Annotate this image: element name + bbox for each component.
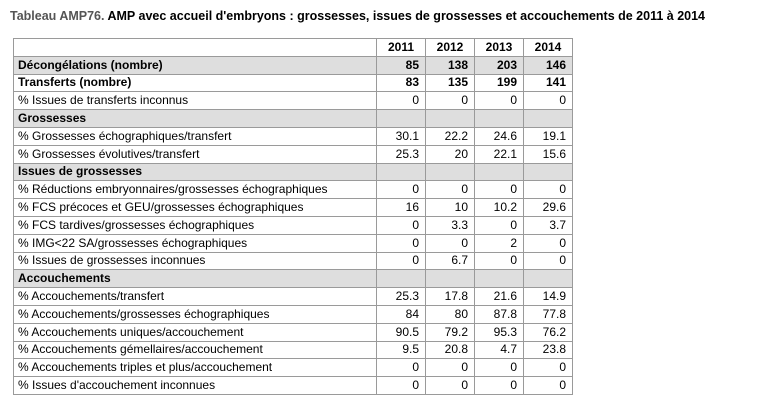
value-cell-2013: 199 xyxy=(475,74,524,92)
value-cell-2013: 0 xyxy=(475,377,524,395)
value-cell-2011: 83 xyxy=(377,74,426,92)
value-cell-2014: 76.2 xyxy=(524,323,573,341)
value-cell-2013: 95.3 xyxy=(475,323,524,341)
value-cell-2014: 23.8 xyxy=(524,341,573,359)
value-cell-2013: 2 xyxy=(475,234,524,252)
value-cell-2012: 0 xyxy=(426,234,475,252)
table-row xyxy=(14,74,573,92)
table-row xyxy=(14,323,573,341)
row-label: % Issues d'accouchement inconnues xyxy=(14,377,377,395)
value-cell-2014: 77.8 xyxy=(524,305,573,323)
value-cell-2011: 9.5 xyxy=(377,341,426,359)
row-label: % Accouchements gémellaires/accouchement xyxy=(14,341,377,359)
value-cell-2014: 19.1 xyxy=(524,127,573,145)
value-cell-2014: 0 xyxy=(524,234,573,252)
section-empty-cell xyxy=(426,163,475,181)
value-cell-2014: 141 xyxy=(524,74,573,92)
table-row xyxy=(14,181,573,199)
row-label: Transferts (nombre) xyxy=(14,74,377,92)
value-cell-2011: 85 xyxy=(377,56,426,74)
value-cell-2012: 17.8 xyxy=(426,288,475,306)
value-cell-2013: 0 xyxy=(475,216,524,234)
value-cell-2014: 15.6 xyxy=(524,145,573,163)
value-cell-2011: 90.5 xyxy=(377,323,426,341)
section-empty-cell xyxy=(475,163,524,181)
value-cell-2013: 203 xyxy=(475,56,524,74)
table-row xyxy=(14,288,573,306)
table-row xyxy=(14,234,573,252)
section-row xyxy=(14,163,573,181)
row-label: % FCS précoces et GEU/grossesses échographiques xyxy=(14,199,377,217)
value-cell-2014: 14.9 xyxy=(524,288,573,306)
header-year-2014: 2014 xyxy=(524,39,573,57)
value-cell-2012: 10 xyxy=(426,199,475,217)
section-label: Grossesses xyxy=(14,110,377,128)
section-empty-cell xyxy=(377,270,426,288)
value-cell-2013: 22.1 xyxy=(475,145,524,163)
table-title xyxy=(10,9,705,23)
value-cell-2011: 16 xyxy=(377,199,426,217)
row-label: % Issues de transferts inconnus xyxy=(14,92,377,110)
row-label: % Accouchements uniques/accouchement xyxy=(14,323,377,341)
row-label: % FCS tardives/grossesses échographiques xyxy=(14,216,377,234)
section-row xyxy=(14,110,573,128)
data-table xyxy=(13,38,573,395)
section-empty-cell xyxy=(524,270,573,288)
table-row xyxy=(14,127,573,145)
value-cell-2013: 24.6 xyxy=(475,127,524,145)
row-label: % Accouchements triples et plus/accouchement xyxy=(14,359,377,377)
row-label: % Réductions embryonnaires/grossesses échographiques xyxy=(14,181,377,199)
value-cell-2012: 79.2 xyxy=(426,323,475,341)
section-empty-cell xyxy=(426,110,475,128)
table-number: Tableau AMP76. xyxy=(10,9,105,23)
value-cell-2011: 25.3 xyxy=(377,288,426,306)
header-year-2013: 2013 xyxy=(475,39,524,57)
value-cell-2013: 21.6 xyxy=(475,288,524,306)
value-cell-2012: 0 xyxy=(426,359,475,377)
row-label: % Issues de grossesses inconnues xyxy=(14,252,377,270)
header-empty-cell xyxy=(14,39,377,57)
value-cell-2011: 0 xyxy=(377,216,426,234)
section-empty-cell xyxy=(475,110,524,128)
value-cell-2012: 22.2 xyxy=(426,127,475,145)
value-cell-2013: 4.7 xyxy=(475,341,524,359)
row-label: % Grossesses évolutives/transfert xyxy=(14,145,377,163)
section-empty-cell xyxy=(377,163,426,181)
header-year-2012: 2012 xyxy=(426,39,475,57)
value-cell-2013: 10.2 xyxy=(475,199,524,217)
value-cell-2014: 0 xyxy=(524,377,573,395)
value-cell-2012: 20 xyxy=(426,145,475,163)
value-cell-2011: 0 xyxy=(377,252,426,270)
row-label: Décongélations (nombre) xyxy=(14,56,377,74)
row-label: % Accouchements/transfert xyxy=(14,288,377,306)
value-cell-2011: 0 xyxy=(377,92,426,110)
row-label: % Grossesses échographiques/transfert xyxy=(14,127,377,145)
value-cell-2011: 0 xyxy=(377,234,426,252)
value-cell-2012: 80 xyxy=(426,305,475,323)
value-cell-2011: 25.3 xyxy=(377,145,426,163)
table-row xyxy=(14,377,573,395)
value-cell-2011: 30.1 xyxy=(377,127,426,145)
value-cell-2011: 0 xyxy=(377,181,426,199)
section-empty-cell xyxy=(426,270,475,288)
row-label: % Accouchements/grossesses échographiques xyxy=(14,305,377,323)
table-row xyxy=(14,92,573,110)
value-cell-2012: 3.3 xyxy=(426,216,475,234)
table-row xyxy=(14,145,573,163)
value-cell-2013: 0 xyxy=(475,359,524,377)
header-year-2011: 2011 xyxy=(377,39,426,57)
value-cell-2011: 0 xyxy=(377,377,426,395)
table-row xyxy=(14,341,573,359)
value-cell-2014: 0 xyxy=(524,252,573,270)
table-caption: AMP avec accueil d'embryons : grossesses, issues de grossesses et accouchements de 2011 à 2014 xyxy=(104,9,706,23)
value-cell-2014: 146 xyxy=(524,56,573,74)
value-cell-2013: 0 xyxy=(475,252,524,270)
value-cell-2014: 0 xyxy=(524,359,573,377)
section-row xyxy=(14,270,573,288)
value-cell-2011: 0 xyxy=(377,359,426,377)
value-cell-2013: 0 xyxy=(475,92,524,110)
value-cell-2014: 3.7 xyxy=(524,216,573,234)
section-label: Accouchements xyxy=(14,270,377,288)
value-cell-2011: 84 xyxy=(377,305,426,323)
table-row xyxy=(14,305,573,323)
value-cell-2012: 20.8 xyxy=(426,341,475,359)
section-empty-cell xyxy=(524,110,573,128)
row-label: % IMG<22 SA/grossesses échographiques xyxy=(14,234,377,252)
value-cell-2012: 0 xyxy=(426,92,475,110)
value-cell-2014: 0 xyxy=(524,92,573,110)
table-row xyxy=(14,199,573,217)
table-row xyxy=(14,359,573,377)
value-cell-2013: 87.8 xyxy=(475,305,524,323)
value-cell-2012: 6.7 xyxy=(426,252,475,270)
section-empty-cell xyxy=(377,110,426,128)
table-body xyxy=(14,39,573,395)
table-row xyxy=(14,216,573,234)
value-cell-2012: 0 xyxy=(426,377,475,395)
section-empty-cell xyxy=(524,163,573,181)
value-cell-2012: 138 xyxy=(426,56,475,74)
section-empty-cell xyxy=(475,270,524,288)
value-cell-2014: 29.6 xyxy=(524,199,573,217)
table-row xyxy=(14,252,573,270)
value-cell-2012: 0 xyxy=(426,181,475,199)
header-row xyxy=(14,39,573,57)
table-row xyxy=(14,56,573,74)
value-cell-2012: 135 xyxy=(426,74,475,92)
value-cell-2013: 0 xyxy=(475,181,524,199)
section-label: Issues de grossesses xyxy=(14,163,377,181)
value-cell-2014: 0 xyxy=(524,181,573,199)
